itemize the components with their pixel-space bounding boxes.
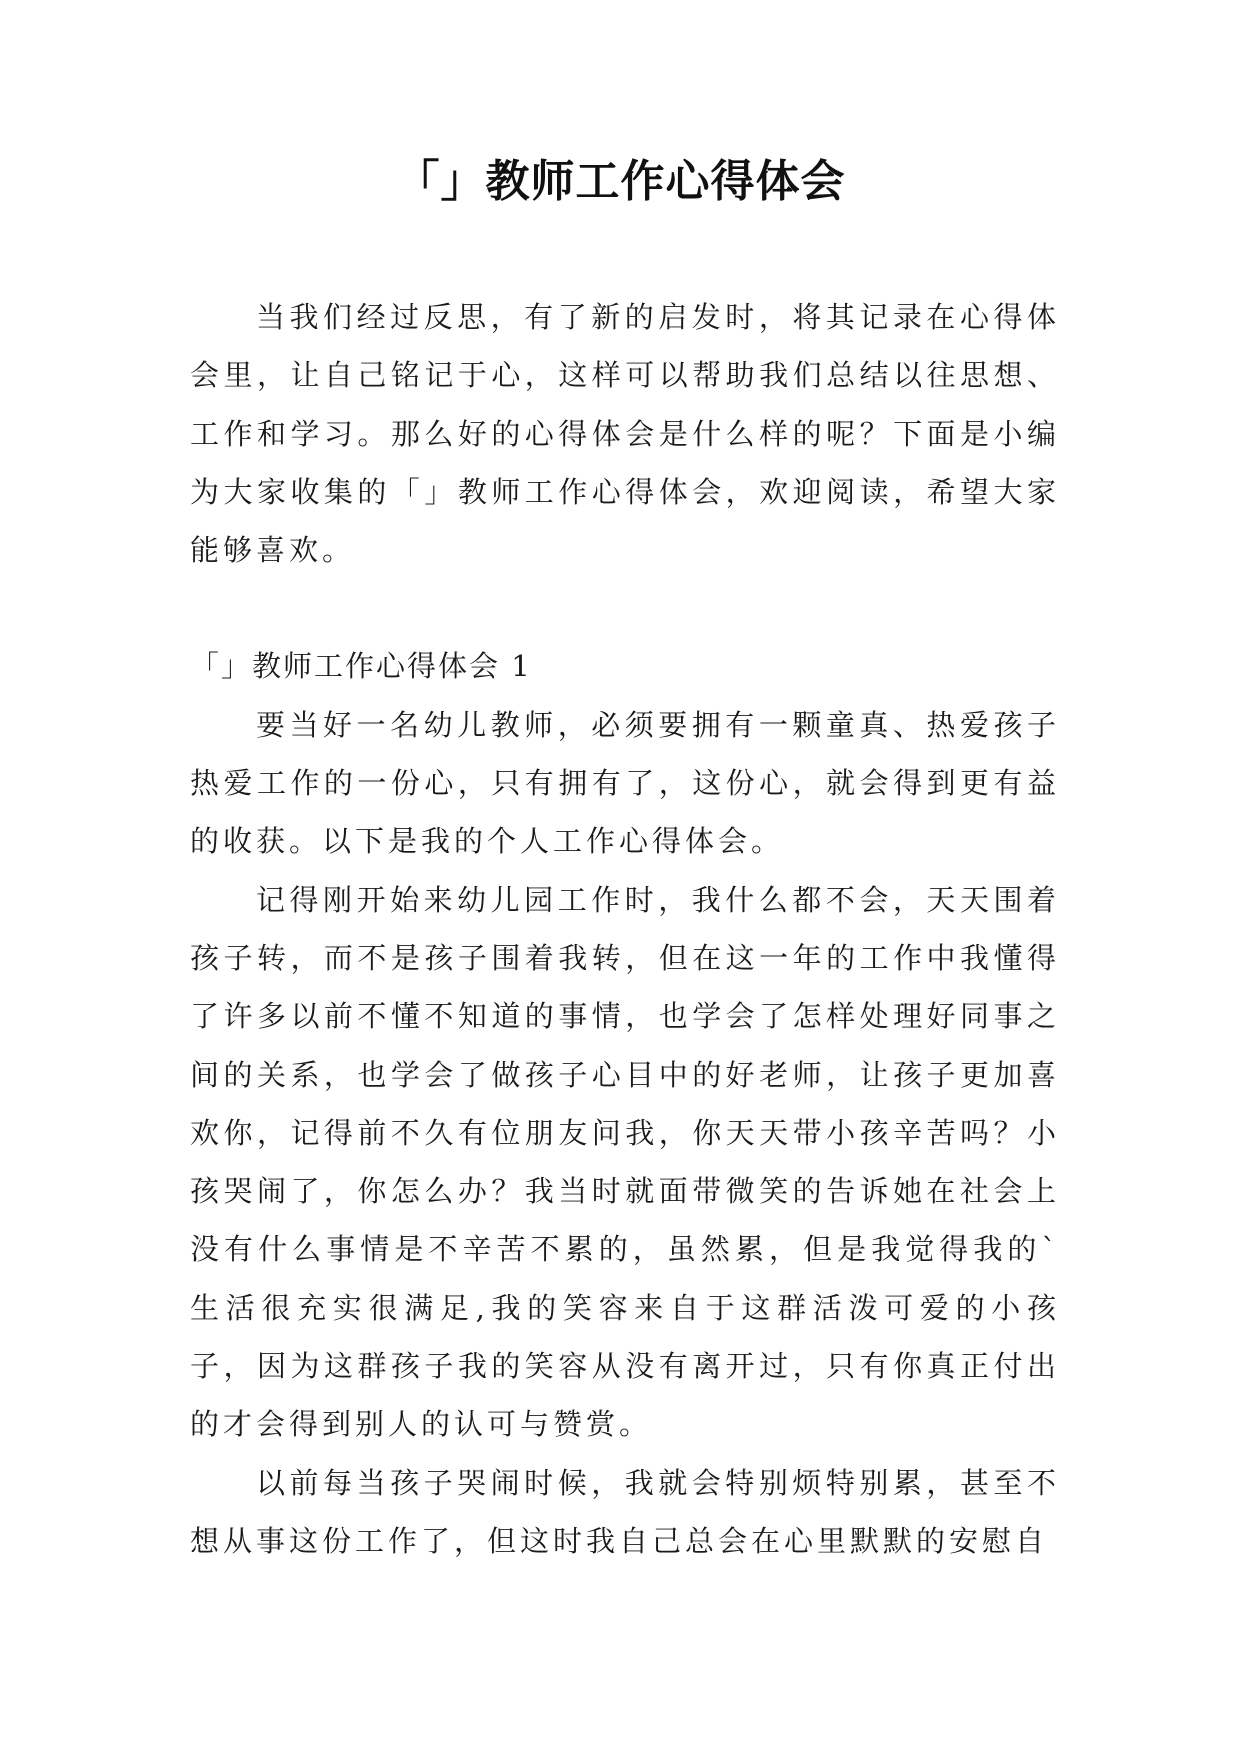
section-heading: 「」教师工作心得体会 1 [190, 649, 532, 684]
intro-paragraph: 当我们经过反思，有了新的启发时，将其记录在心得体会里，让自己铭记于心，这样可以帮助我们总结以往思想、工作和学习。那么好的心得体会是什么样的呢？下面是小编为大家收集的「」教师工作心得体会，欢迎阅读，希望大家能够喜欢。 [190, 300, 1060, 568]
document-title: 「」教师工作心得体会 [395, 156, 846, 207]
body-paragraph-1: 要当好一名幼儿教师，必须要拥有一颗童真、热爱孩子热爱工作的一份心，只有拥有了，这份心，就会得到更有益的收获。以下是我的个人工作心得体会。 [190, 707, 1060, 859]
body-paragraph-2: 记得刚开始来幼儿园工作时，我什么都不会，天天围着孩子转，而不是孩子围着我转，但在这一年的工作中我懂得了许多以前不懂不知道的事情，也学会了怎样处理好同事之间的关系，也学会了做孩子心目中的好老师，让孩子更加喜欢你，记得前不久有位朋友问我，你天天带小孩辛苦吗？小孩哭闹了，你怎么办？我当时就面带微笑的告诉她在社会上没有什么事情是不辛苦不累的，虽然累，但是我觉得我的`生活很充实很满足,我的笑容来自于这群活泼可爱的小孩子，因为这群孩子我的笑容从没有离开过，只有你真正付出的才会得到别人的认可与赞赏。 [190, 882, 1060, 1442]
document-body [190, 288, 1060, 1570]
body-paragraph-3: 以前每当孩子哭闹时候，我就会特别烦特别累，甚至不想从事这份工作了，但这时我自己总会在心里默默的安慰自 [190, 1465, 1060, 1558]
